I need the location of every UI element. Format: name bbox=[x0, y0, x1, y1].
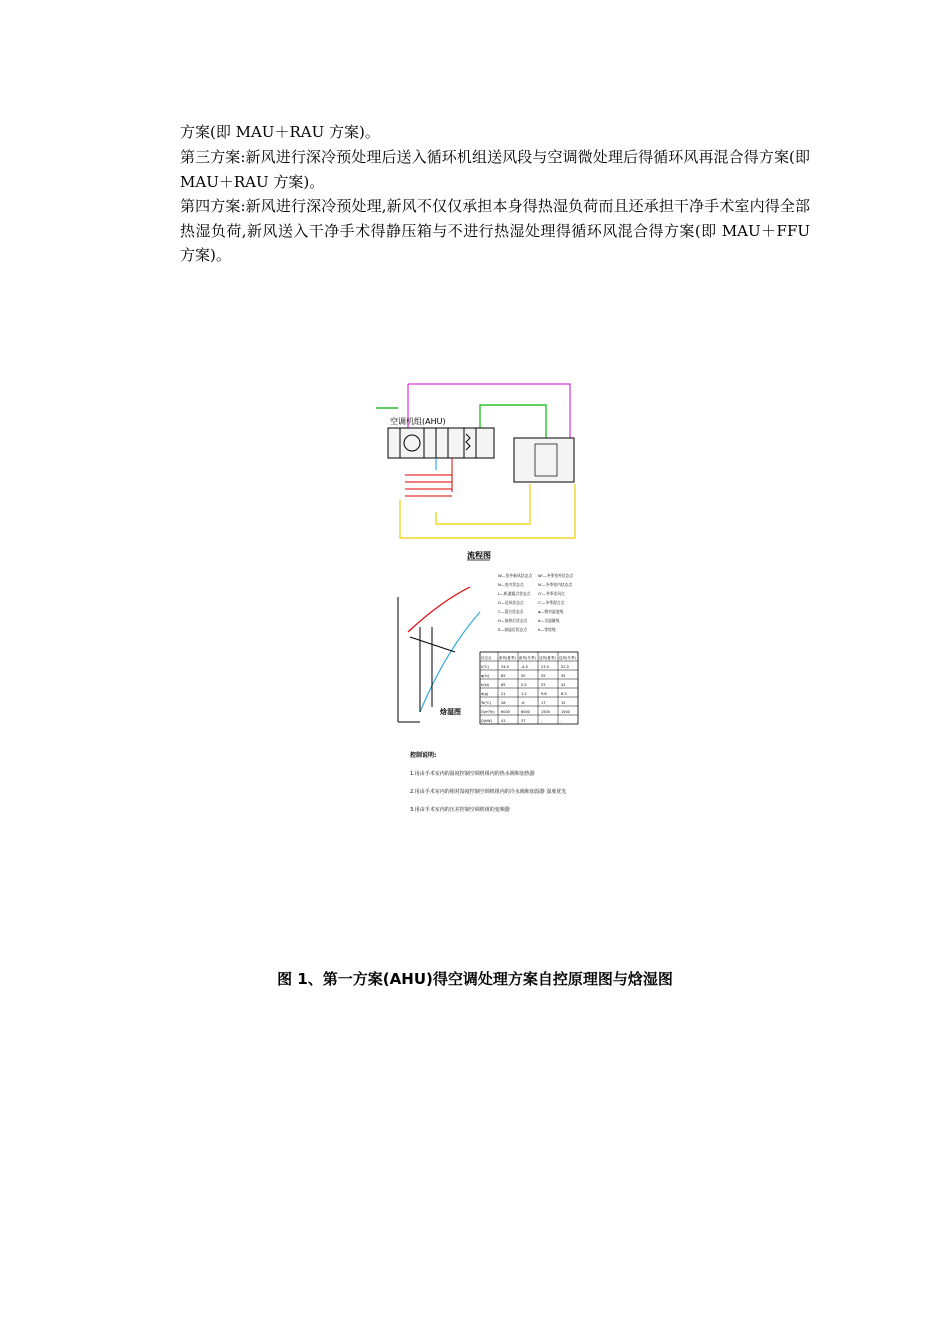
table-cell: 1500 bbox=[541, 710, 550, 714]
paragraph-2: 第三方案:新风进行深冷预处理后送入循环机组送风段与空调微处理后得循环风再混合得方案(即 MAU＋RAU 方案)。 bbox=[180, 148, 810, 191]
table-header-4: 送风(夏季) bbox=[539, 656, 556, 660]
control-item-1: 1.用由手术室内的温度控制空调机组内的热水阀和加热器 bbox=[410, 771, 535, 777]
legend-left-5: C—混合状态点 bbox=[498, 609, 524, 614]
table-cell: Ts(℃) bbox=[481, 701, 492, 705]
table-cell: 34.0 bbox=[501, 665, 509, 669]
table-cell: -6 bbox=[521, 701, 525, 705]
table-cell: 55 bbox=[561, 674, 566, 678]
table-header-3: 新风(冬季) bbox=[519, 656, 536, 660]
table-cell: 22.0 bbox=[561, 665, 569, 669]
control-diagram-svg bbox=[370, 372, 590, 822]
table-cell: - bbox=[561, 719, 563, 723]
table-cell: - bbox=[541, 719, 543, 723]
psychro-process-line bbox=[408, 587, 470, 632]
table-header-5: 送风(冬季) bbox=[559, 656, 576, 660]
table-cell: 2.5 bbox=[521, 683, 527, 687]
flow-title: 流程图 bbox=[467, 551, 491, 560]
table-cell: 1.2 bbox=[521, 692, 527, 696]
legend-left-3: L—机器露点状态点 bbox=[498, 591, 531, 596]
table-cell: 9.6 bbox=[541, 692, 547, 696]
control-title: 控制说明: bbox=[410, 752, 437, 759]
table-cell: 1500 bbox=[561, 710, 570, 714]
control-item-3: 3.用由手术室内的压差控制空调机组的变频器 bbox=[410, 807, 510, 813]
legend-right-6: d—含湿量线 bbox=[538, 618, 560, 623]
legend-right-4: C'—冬季混合点 bbox=[538, 600, 565, 605]
table-cell: 37 bbox=[521, 719, 526, 723]
saturation-curve bbox=[420, 612, 480, 712]
table-cell: 85 bbox=[501, 683, 506, 687]
table-cell: 65 bbox=[501, 674, 506, 678]
table-cell: φ(%) bbox=[481, 674, 490, 678]
operating-room-box bbox=[514, 438, 574, 482]
ahu-label: 空调机组(AHU) bbox=[390, 417, 446, 426]
table-cell: 50 bbox=[521, 674, 526, 678]
table-header-1: 状态点 bbox=[481, 656, 492, 660]
table-cell: t(℃) bbox=[481, 665, 490, 669]
control-diagram-figure bbox=[370, 372, 590, 822]
table-cell: 6000 bbox=[521, 710, 530, 714]
table-cell: 17 bbox=[541, 701, 546, 705]
table-cell: 23.0 bbox=[541, 665, 549, 669]
paragraph-3: 第四方案:新风进行深冷预处理,新风不仅仅承担本身得热湿负荷而且还承担干净手术室内得全部热湿负荷,新风送入干净手术得静压箱与不进行热湿处理得循环风混合得方案(即 MAU＋FFU 方案)。 bbox=[180, 197, 810, 264]
table-cell: -4.0 bbox=[521, 665, 528, 669]
yellow-control-line bbox=[436, 484, 530, 524]
table-cell: G(m³/h) bbox=[481, 710, 495, 714]
legend-left-6: H—加热后状态点 bbox=[498, 618, 528, 623]
figure-caption: 图 1、第一方案(AHU)得空调处理方案自控原理图与焓湿图 bbox=[277, 970, 673, 988]
legend-right-1: W'—冬季室外状态点 bbox=[538, 573, 574, 578]
table-cell: d(g) bbox=[481, 692, 489, 696]
paragraph-1: 方案(即 MAU＋RAU 方案)。 bbox=[180, 123, 380, 141]
table-cell: 6000 bbox=[501, 710, 510, 714]
legend-right-7: h—等焓线 bbox=[538, 627, 556, 632]
legend-right-3: O'—冬季送风点 bbox=[538, 591, 565, 596]
table-cell: 21 bbox=[501, 692, 506, 696]
table-cell: 41 bbox=[501, 719, 506, 723]
table-cell: Q(kW) bbox=[481, 719, 492, 723]
psychro-title: 焓湿图 bbox=[440, 708, 461, 716]
table-cell: 8.5 bbox=[561, 692, 567, 696]
legend-right-2: N'—冬季室内状态点 bbox=[538, 582, 573, 587]
legend-left-2: N—室内状态点 bbox=[498, 582, 524, 587]
table-cell: 42 bbox=[561, 683, 566, 687]
table-cell: h(kJ) bbox=[481, 683, 490, 687]
legend-left-4: O—送风状态点 bbox=[498, 600, 524, 605]
table-cell: 53 bbox=[541, 683, 546, 687]
control-item-2: 2.用由手术室内的相对湿度控制空调机组内的冷水阀和加湿器 湿度优先 bbox=[410, 789, 567, 795]
yellow-control-line bbox=[400, 484, 575, 538]
table-cell: 28 bbox=[501, 701, 506, 705]
table-cell: 15 bbox=[561, 701, 566, 705]
legend-left-1: W—室外新风状态点 bbox=[498, 573, 533, 578]
legend-right-5: φ—相对湿度线 bbox=[538, 609, 564, 614]
legend-left-7: S—加湿后状态点 bbox=[498, 627, 527, 632]
table-header-2: 新风(夏季) bbox=[499, 656, 516, 660]
table-cell: 55 bbox=[541, 674, 546, 678]
